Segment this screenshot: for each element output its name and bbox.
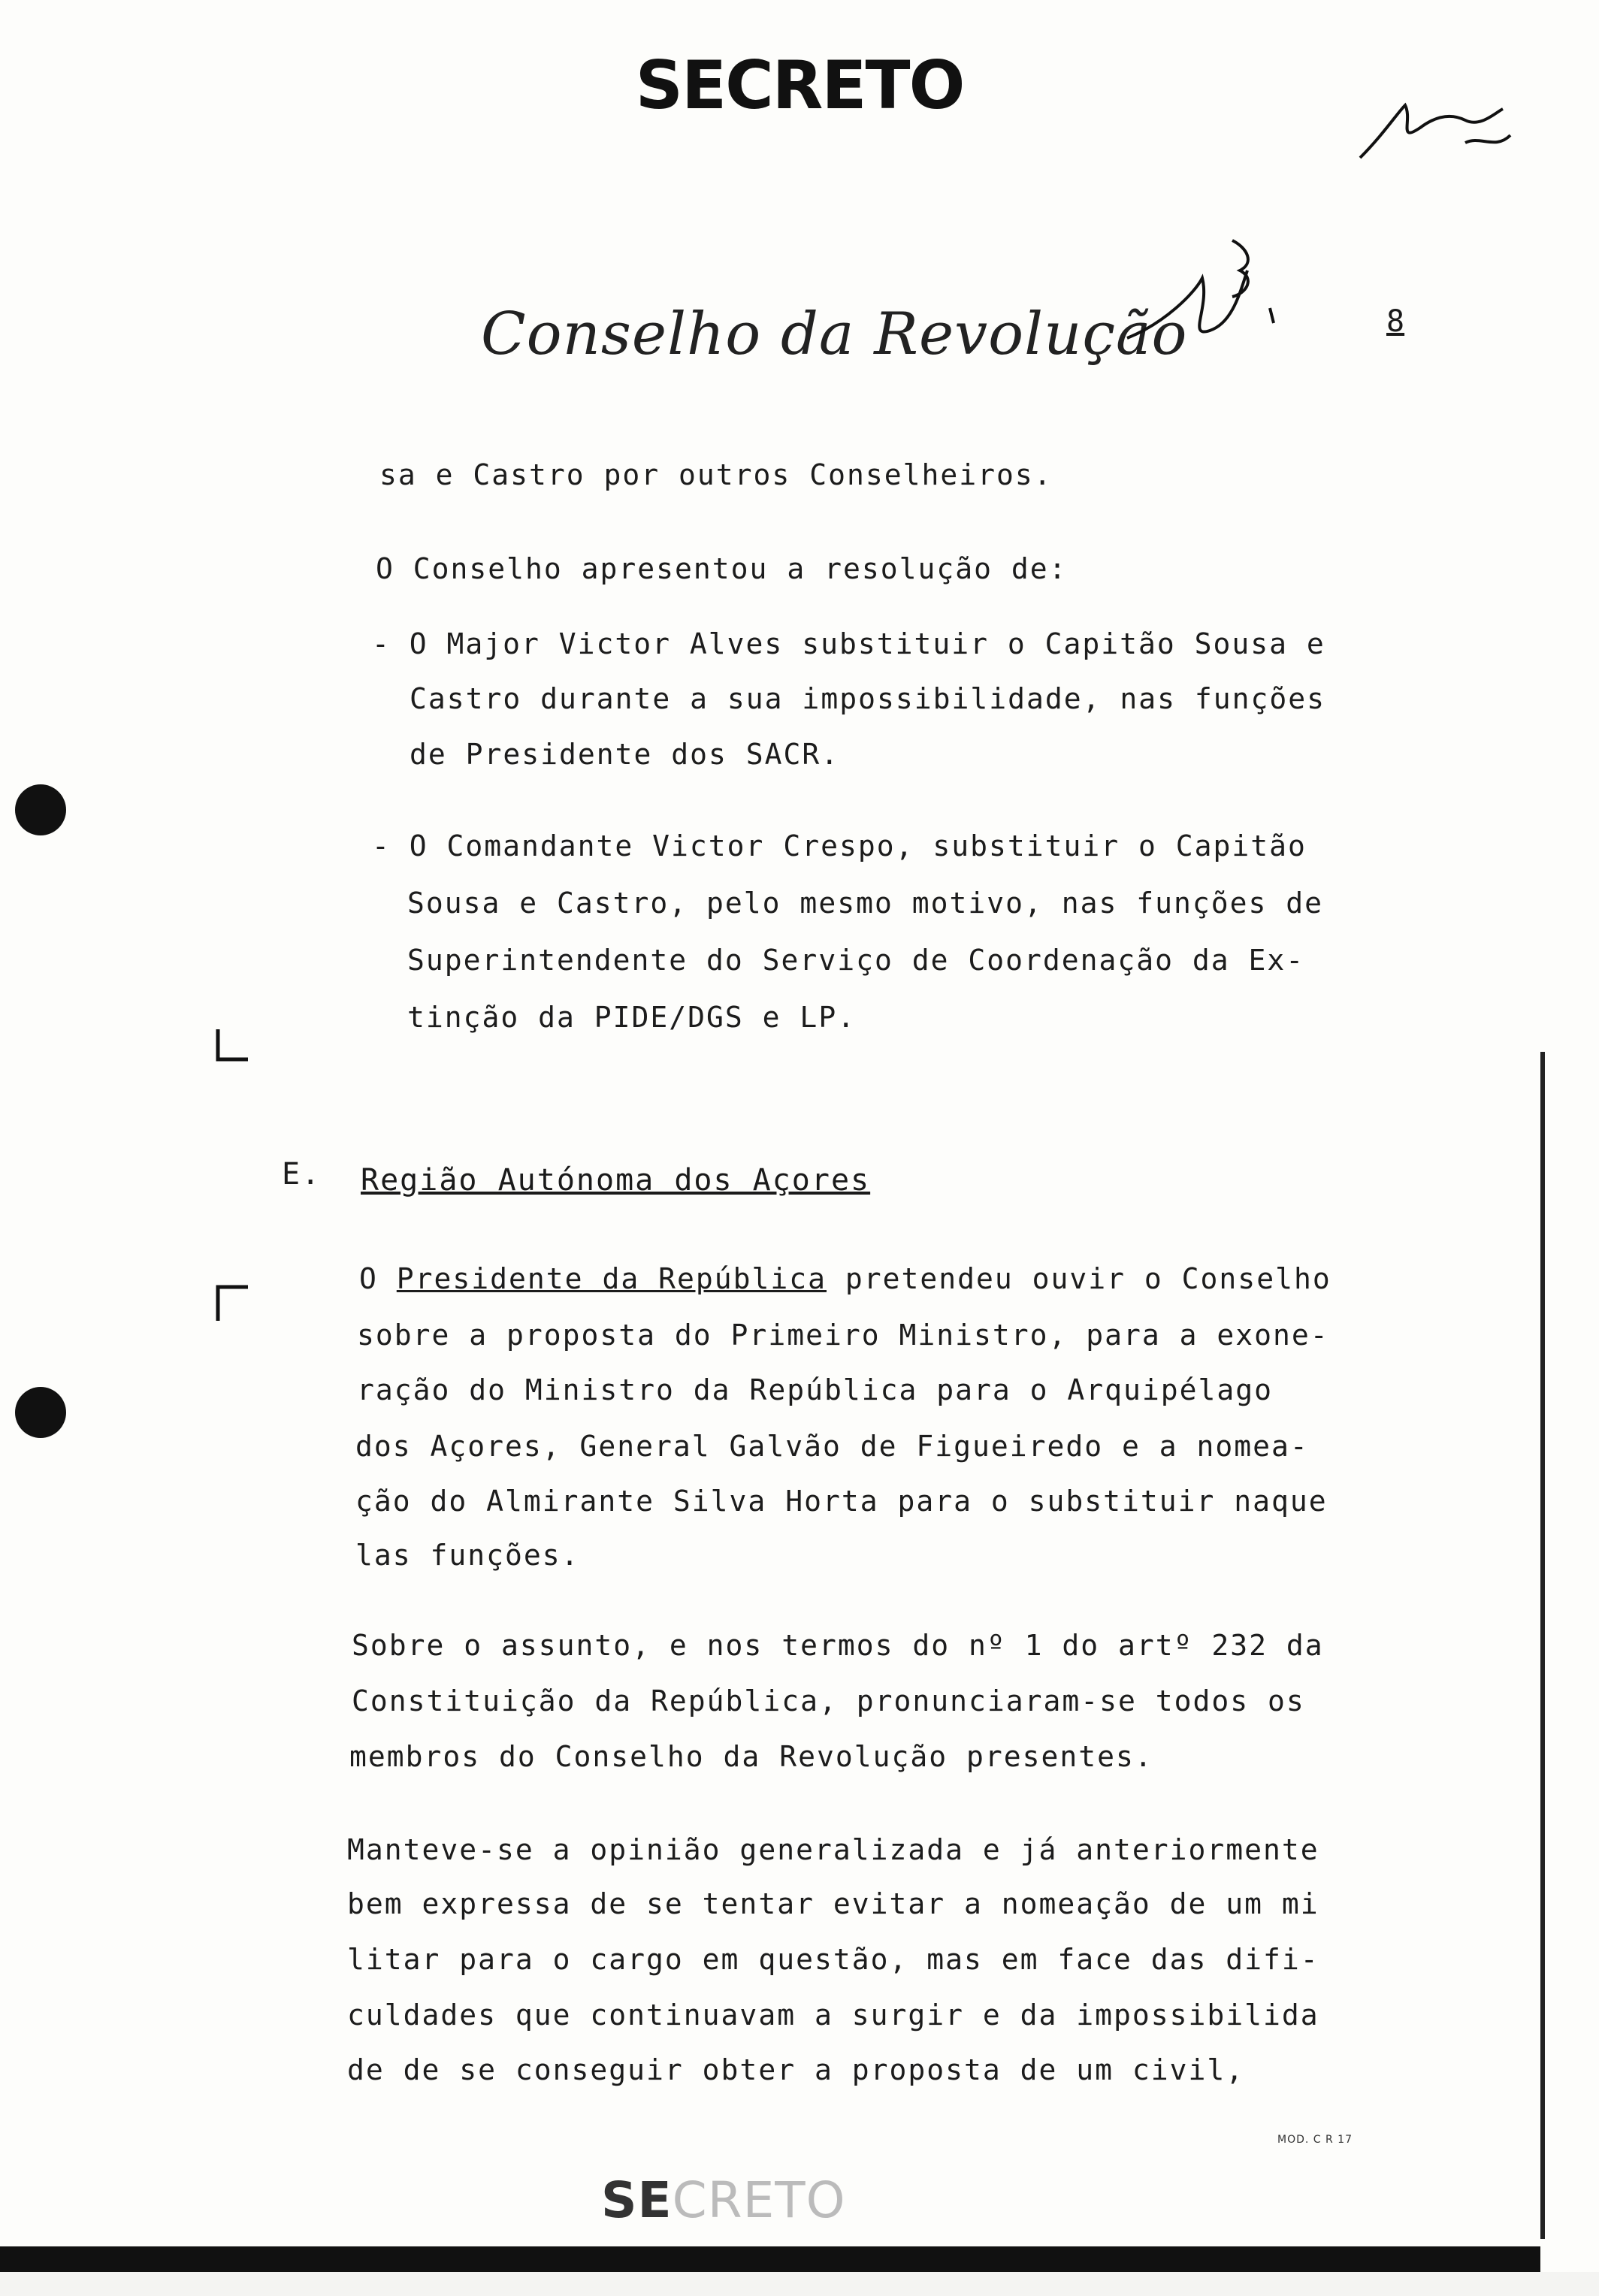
- handwritten-signature: [1120, 225, 1292, 361]
- body-line: O Conselho apresentou a resolução de:: [376, 552, 1068, 585]
- paragraph-line: sobre a proposta do Primeiro Ministro, para a exone-: [357, 1319, 1329, 1352]
- para-rest: pretendeu ouvir o Conselho: [845, 1262, 1331, 1295]
- paragraph-line: dos Açores, General Galvão de Figueiredo e a nomea-: [355, 1430, 1309, 1463]
- classification-stamp-top: SECRETO: [635, 47, 964, 124]
- page-number: 8: [1386, 304, 1405, 339]
- form-code: MOD. C R 17: [1277, 2134, 1353, 2146]
- punch-hole: [15, 1387, 66, 1438]
- section-letter: E.: [282, 1157, 322, 1192]
- scan-bottom-edge: [0, 2246, 1540, 2272]
- list-item-line: - O Major Victor Alves substituir o Capitão Sousa e: [372, 627, 1325, 660]
- list-item-line: - O Comandante Victor Crespo, substituir o Capitão: [372, 829, 1307, 863]
- paragraph-line: litar para o cargo em questão, mas em face das difi-: [347, 1943, 1319, 1976]
- classification-stamp-bottom: [601, 2171, 846, 2229]
- list-item-line: de Presidente dos SACR.: [410, 738, 840, 771]
- list-item-line: Castro durante a sua impossibilidade, nas funções: [410, 682, 1326, 715]
- punch-hole: [15, 784, 66, 835]
- stamp-faded-part: CRETO: [672, 2171, 846, 2229]
- para-lead: O: [359, 1262, 378, 1295]
- paragraph-line: membros do Conselho da Revolução presentes.: [349, 1740, 1153, 1773]
- paragraph-line: ração do Ministro da República para o Arquipélago: [357, 1373, 1274, 1406]
- body-line: sa e Castro por outros Conselheiros.: [379, 458, 1053, 491]
- section-title: Região Autónoma dos Açores: [361, 1163, 871, 1198]
- corner-bracket-mark: [214, 1283, 252, 1321]
- paragraph-line: bem expressa de se tentar evitar a nomeação de um mi: [347, 1887, 1319, 1920]
- paragraph-line: de de se conseguir obter a proposta de um civil,: [347, 2053, 1245, 2086]
- list-item-line: tinção da PIDE/DGS e LP.: [407, 1001, 857, 1034]
- paragraph-line: Sobre o assunto, e nos termos do nº 1 do artº 232 da: [352, 1629, 1324, 1662]
- corner-bracket-mark: [214, 1029, 252, 1067]
- letterhead-title: Conselho da Revolução: [481, 301, 1188, 368]
- paragraph-line: culdades que continuavam a surgir e da impossibilida: [347, 1998, 1319, 2032]
- paragraph-line: Manteve-se a opinião generalizada e já anteriormente: [347, 1833, 1319, 1866]
- list-item-line: Sousa e Castro, pelo mesmo motivo, nas funções de: [407, 887, 1324, 920]
- paragraph-line: las funções.: [355, 1539, 580, 1572]
- stamp-clear-part: SE: [601, 2171, 673, 2229]
- paragraph-line: [359, 1262, 1331, 1295]
- list-item-line: Superintendente do Serviço de Coordenação da Ex-: [407, 944, 1305, 977]
- underlined-president: Presidente da República: [396, 1262, 827, 1295]
- scan-bottom-margin: [0, 2272, 1599, 2296]
- paragraph-line: ção do Almirante Silva Horta para o substituir naque: [355, 1485, 1328, 1518]
- paragraph-line: Constituição da República, pronunciaram-se todos os: [352, 1684, 1305, 1717]
- handwritten-initials-signature: [1353, 90, 1525, 173]
- page-edge-line: [1540, 1052, 1545, 2239]
